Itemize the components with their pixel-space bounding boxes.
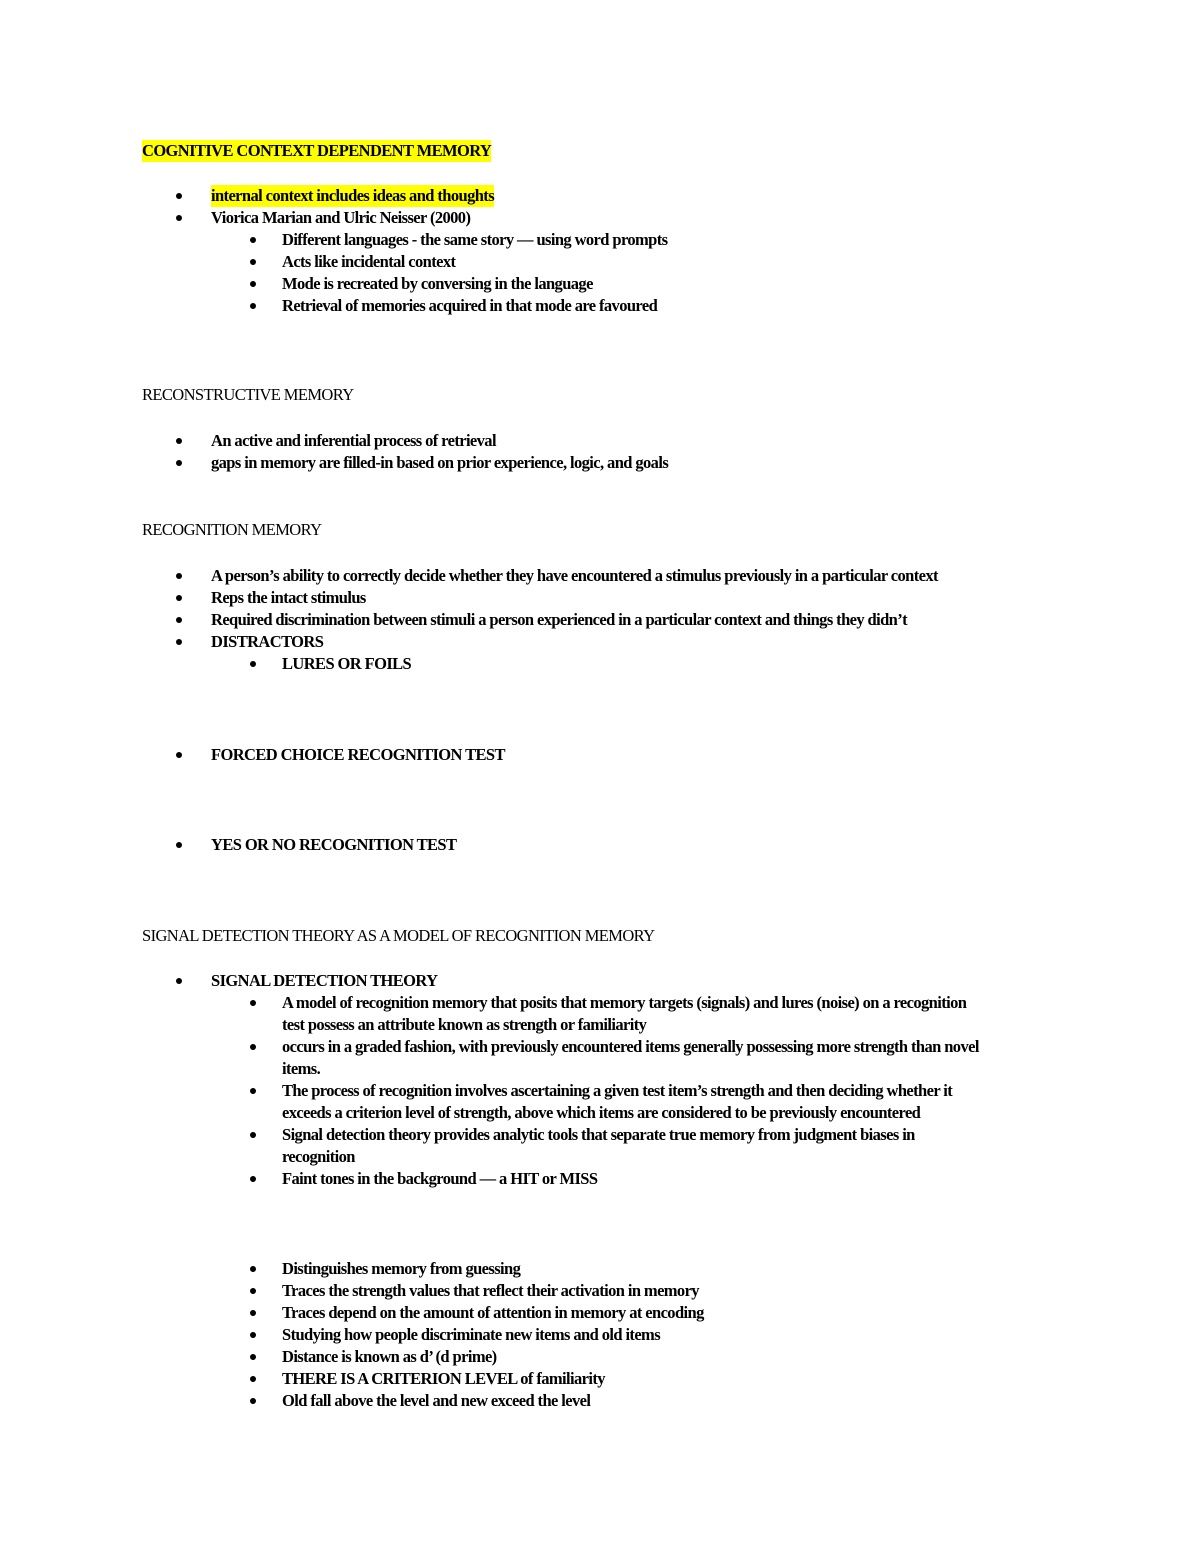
sub-list-item-continuation: test possess an attribute known as strength or familiarity [282,1015,647,1034]
bullet-icon [250,281,256,287]
bullet-icon [176,617,182,623]
list-item: Required discrimination between stimuli a person experienced in a particular context and things they didn’t [211,610,908,629]
sub-list-item: Signal detection theory provides analytic tools that separate true memory from judgment biases in [282,1125,915,1144]
bullet-icon [176,842,182,848]
sub-list-item-continuation: recognition [282,1147,355,1166]
list-item: internal context includes ideas and thoughts [211,186,495,205]
list-item: FORCED CHOICE RECOGNITION TEST [211,745,505,764]
sub-list-item: Old fall above the level and new exceed the level [282,1391,591,1410]
bullet-icon [250,1376,256,1382]
bullet-icon [176,438,182,444]
sub-list-item: Different languages - the same story — using word prompts [282,230,668,249]
sub-list-item: Mode is recreated by conversing in the language [282,274,593,293]
bullet-icon [176,639,182,645]
list-item: Viorica Marian and Ulric Neisser (2000) [211,208,471,227]
section-heading-cognitive: COGNITIVE CONTEXT DEPENDENT MEMORY [142,141,492,160]
bullet-icon [250,237,256,243]
bullet-icon [250,1332,256,1338]
list-item: A person’s ability to correctly decide whether they have encountered a stimulus previously in a particular context [211,566,938,585]
sub-list-item: THERE IS A CRITERION LEVEL of familiarity [282,1369,605,1388]
bullet-icon [250,1310,256,1316]
bullet-icon [250,259,256,265]
bullet-icon [176,460,182,466]
list-item: gaps in memory are filled-in based on prior experience, logic, and goals [211,453,669,472]
bullet-icon [176,573,182,579]
sub-list-item: Traces the strength values that reflect their activation in memory [282,1281,699,1300]
sub-list-item: Retrieval of memories acquired in that mode are favoured [282,296,658,315]
list-item: Reps the intact stimulus [211,588,366,607]
bullet-icon [176,193,182,199]
bullet-icon [176,752,182,758]
sub-list-item: Studying how people discriminate new items and old items [282,1325,661,1344]
section-heading-recognition: RECOGNITION MEMORY [142,520,322,539]
sub-list-item: Distinguishes memory from guessing [282,1259,521,1278]
sub-list-item: The process of recognition involves ascertaining a given test item’s strength and then deciding whether it [282,1081,953,1100]
bullet-icon [250,661,256,667]
list-item: DISTRACTORS [211,632,324,651]
bullet-icon [250,1266,256,1272]
sub-list-item: Distance is known as d’ (d prime) [282,1347,497,1366]
sub-list-item: occurs in a graded fashion, with previously encountered items generally possessing more strength than novel [282,1037,979,1056]
bullet-icon [176,215,182,221]
sub-list-item: LURES OR FOILS [282,654,412,673]
bullet-icon [250,1176,256,1182]
sub-list-item-continuation: items. [282,1059,321,1078]
bullet-icon [250,1288,256,1294]
sub-list-item: A model of recognition memory that posits that memory targets (signals) and lures (noise) on a recognition [282,993,967,1012]
sub-list-item: Acts like incidental context [282,252,456,271]
bullet-icon [250,1398,256,1404]
bullet-icon [250,1000,256,1006]
section-heading-signal-detection: SIGNAL DETECTION THEORY AS A MODEL OF RECOGNITION MEMORY [142,926,655,945]
bullet-icon [250,303,256,309]
list-item: YES OR NO RECOGNITION TEST [211,835,457,854]
bullet-icon [250,1132,256,1138]
sub-list-item-continuation: exceeds a criterion level of strength, above which items are considered to be previously encountered [282,1103,921,1122]
section-heading-reconstructive: RECONSTRUCTIVE MEMORY [142,385,354,404]
bullet-icon [176,595,182,601]
sub-list-item: Traces depend on the amount of attention in memory at encoding [282,1303,704,1322]
sub-list-item: Faint tones in the background — a HIT or MISS [282,1169,598,1188]
bullet-icon [250,1044,256,1050]
bullet-icon [250,1088,256,1094]
list-item: An active and inferential process of retrieval [211,431,496,450]
bullet-icon [176,978,182,984]
bullet-icon [250,1354,256,1360]
list-item: SIGNAL DETECTION THEORY [211,971,438,990]
